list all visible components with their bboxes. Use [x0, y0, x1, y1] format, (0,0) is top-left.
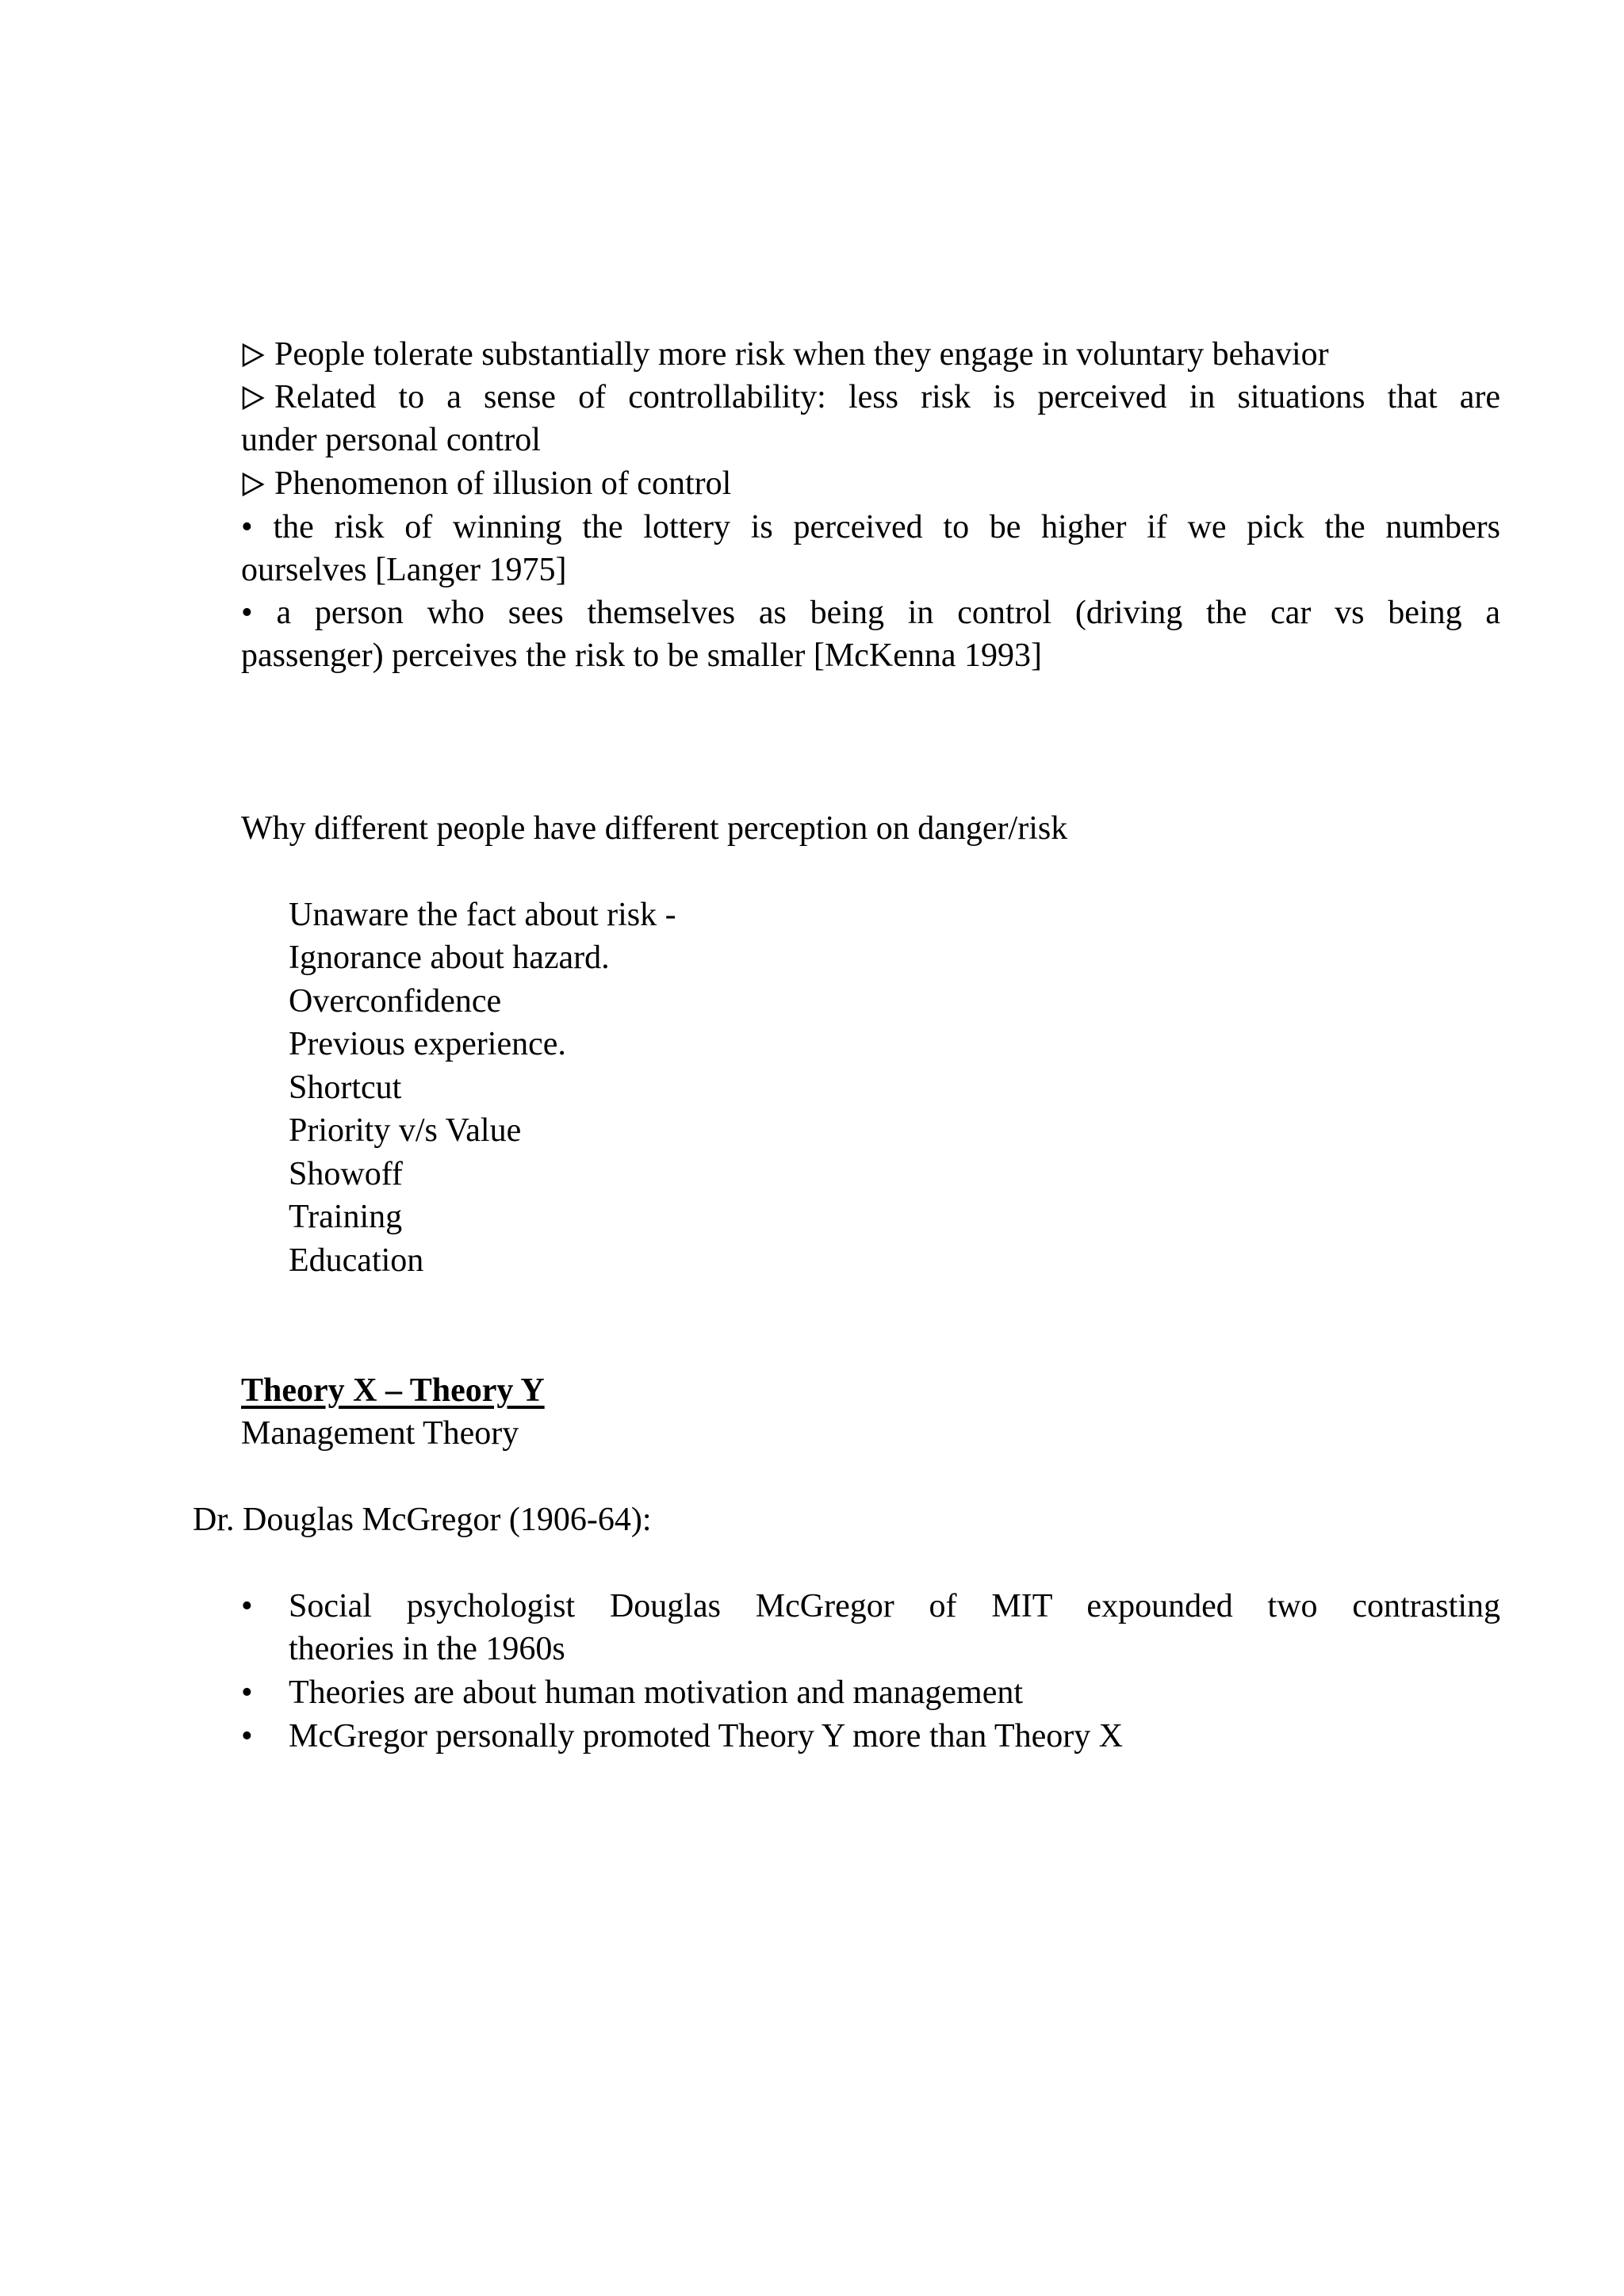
perception-item: Unaware the fact about risk -: [289, 897, 676, 933]
perception-heading: Why different people have different perception on danger/risk: [241, 810, 1068, 847]
risk-item-lottery-cont: ourselves [Langer 1975]: [241, 552, 567, 588]
risk-item-lottery: • the risk of winning the lottery is perceived to be higher if we pick the numbers: [241, 509, 1500, 545]
triangle-icon: [241, 342, 265, 368]
bullet-dot: •: [241, 1588, 253, 1624]
perception-item: Education: [289, 1242, 424, 1279]
perception-item: Ignorance about hazard.: [289, 939, 610, 976]
risk-item-controllability-cont: under personal control: [241, 422, 541, 458]
triangle-icon: [241, 472, 265, 497]
theory-title: Theory X – Theory Y: [241, 1372, 545, 1409]
risk-item-control-cont: passenger) perceives the risk to be smaller [McKenna 1993]: [241, 637, 1042, 674]
author-line: Dr. Douglas McGregor (1906-64):: [193, 1502, 652, 1538]
bullet-dot: •: [241, 509, 253, 545]
bullet-dot: •: [241, 595, 253, 631]
perception-item: Training: [289, 1199, 403, 1235]
risk-item-control: • a person who sees themselves as being in control (driving the car vs being a: [241, 595, 1500, 631]
risk-item-illusion: Phenomenon of illusion of control: [241, 462, 731, 505]
perception-item: Priority v/s Value: [289, 1112, 522, 1149]
perception-item: Shortcut: [289, 1070, 402, 1106]
perception-item: Overconfidence: [289, 983, 502, 1020]
risk-item-controllability: Related to a sense of controllability: less risk is perceived in situations that are: [241, 376, 1500, 419]
bullet-dot: •: [241, 1674, 253, 1711]
bullet-dot: •: [241, 1718, 253, 1755]
theory-subtitle: Management Theory: [241, 1415, 519, 1452]
theory-bullet: Theories are about human motivation and management: [289, 1674, 1024, 1711]
theory-bullet: McGregor personally promoted Theory Y more than Theory X: [289, 1718, 1124, 1755]
theory-bullet: Social psychologist Douglas McGregor of MIT expounded two contrasting: [289, 1588, 1500, 1624]
perception-item: Showoff: [289, 1156, 403, 1192]
perception-item: Previous experience.: [289, 1026, 566, 1062]
triangle-icon: [241, 385, 265, 411]
theory-bullet-cont: theories in the 1960s: [289, 1631, 565, 1667]
risk-item-voluntary: People tolerate substantially more risk when they engage in voluntary behavior: [241, 333, 1329, 376]
